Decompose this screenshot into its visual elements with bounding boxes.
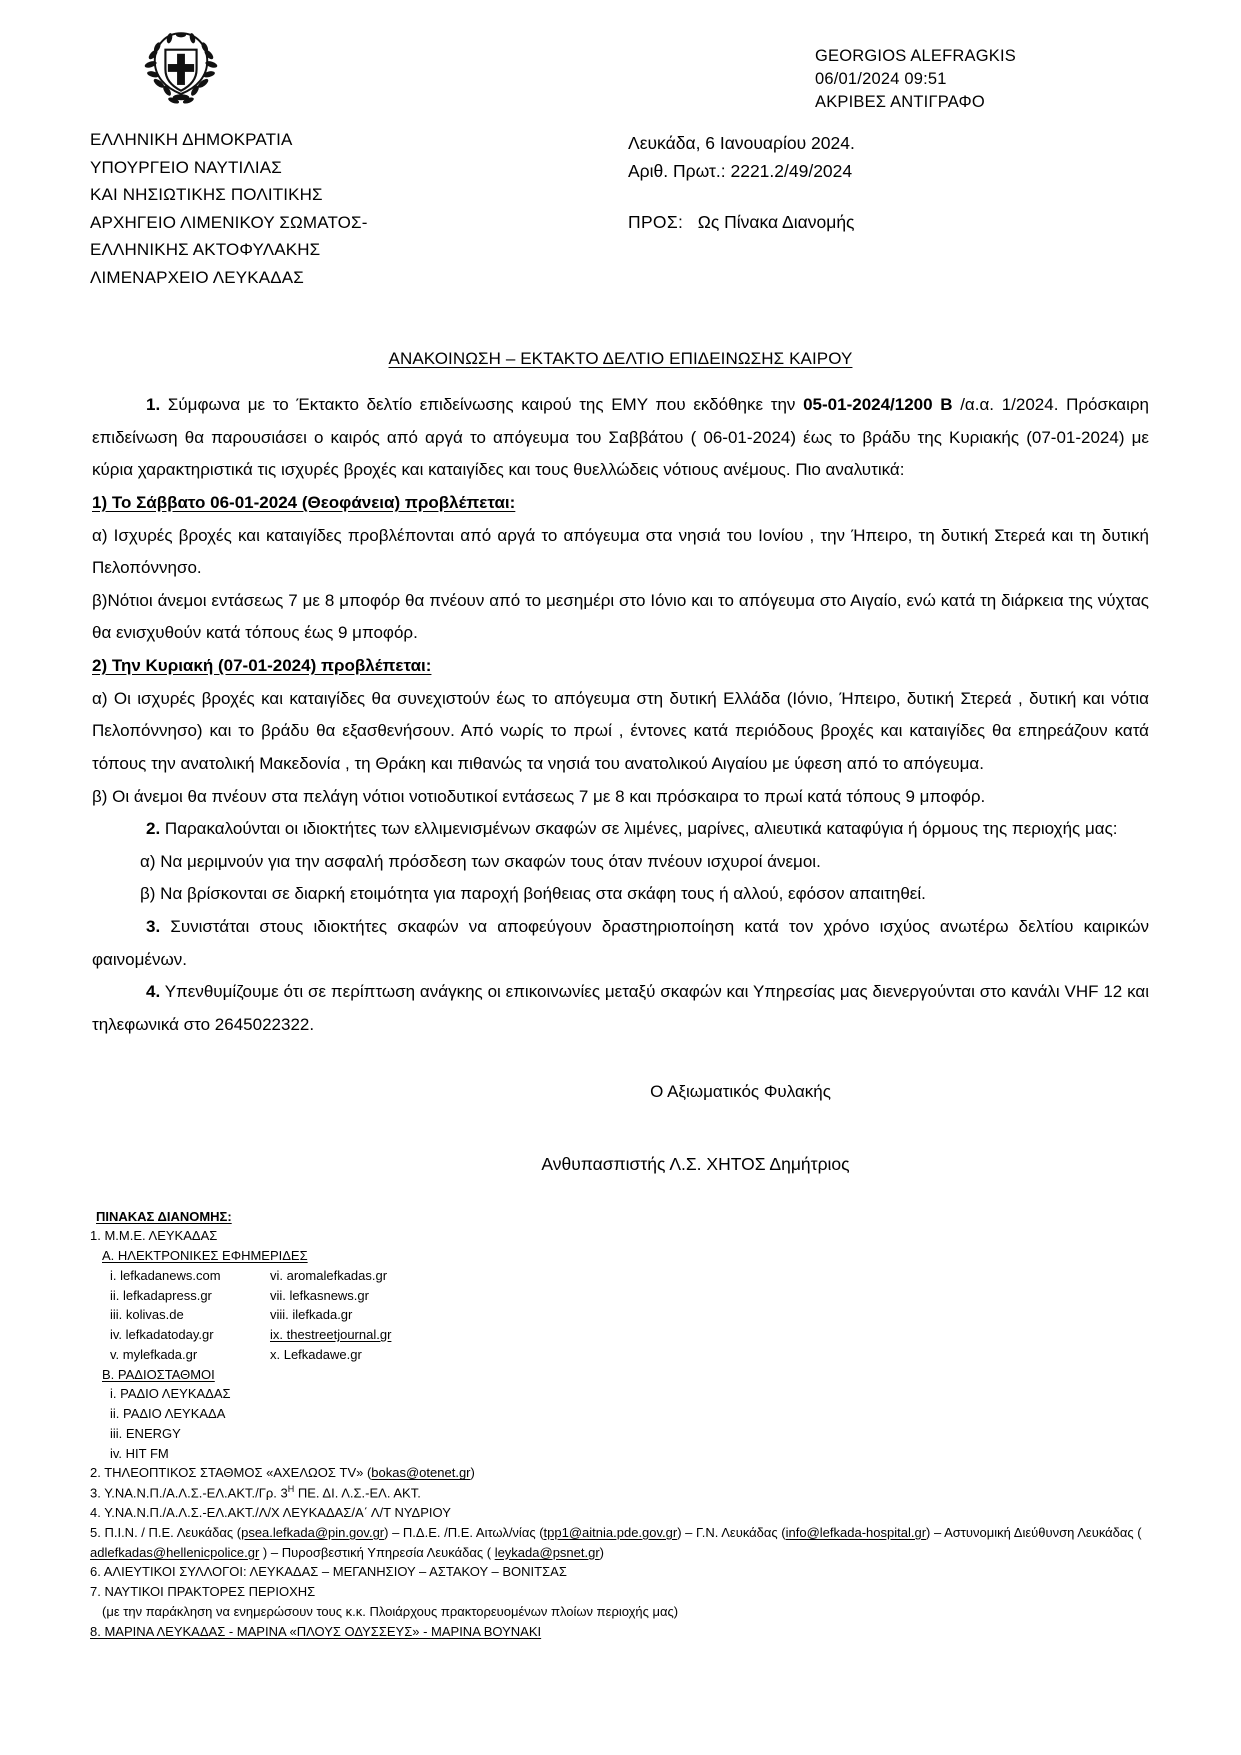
list-item: iv. HIT FM [110, 1445, 169, 1461]
issuing-authority-block [90, 126, 368, 291]
paragraph-2-item-a: α) Να μεριμνούν για την ασφαλή πρόσδεση των σκαφών τους όταν πνέουν ισχυροί άνεμοι. [140, 851, 821, 871]
list-item: vii. lefkasnews.gr [270, 1287, 369, 1303]
distribution-item-4: 4. Υ.ΝΑ.Ν.Π./Α.Λ.Σ.-ΕΛ.ΑΚΤ./Λ/Χ ΛΕΥΚΑΔΑΣ/Α΄ Λ/Τ ΝΥΔΡΙΟΥ [90, 1505, 451, 1521]
paragraph-4-number: 4. [146, 982, 161, 1002]
section-2-item-b: β) Οι άνεμοι θα πνέουν στα πελάγη νότιοι νοτιοδυτικοί εντάσεως 7 με 8 και πρόσκαιρα το πρωί κατά τόπους 9 μποφόρ. [92, 786, 986, 806]
distribution-section-b [102, 1365, 1150, 1385]
distribution-section-a-text: Α. ΗΛΕΚΤΡΟΝΙΚΕΣ ΕΦΗΜΕΡΙΔΕΣ [102, 1248, 308, 1263]
signature-datetime: 06/01/2024 09:51 [815, 69, 947, 88]
signer-name: GEORGIOS ALEFRAGKIS [815, 47, 1016, 65]
list-item-link[interactable]: ix. thestreetjournal.gr [270, 1327, 392, 1342]
distribution-item-1: 1. Μ.Μ.Ε. ΛΕΥΚΑΔΑΣ [90, 1228, 218, 1244]
distribution-item-8 [90, 1622, 1150, 1642]
electronic-newspapers-right-column [270, 1266, 1150, 1365]
section-1-item-b: β)Νότιοι άνεμοι εντάσεως 7 με 8 μποφόρ θα πνέουν από το μεσημέρι στο Ιόνιο και το απόγευμα στο Αιγαίο, ενώ κατά τη διάρκεια της νύχτας θα ενισχυθούν κατά τόπους έως 9 μποφόρ. [92, 590, 1149, 643]
distribution-item-3-text: 3. Υ.ΝΑ.Ν.Π./Α.Λ.Σ.-ΕΛ.ΑΚΤ./Γρ. 3 [90, 1485, 288, 1501]
document-meta-block [628, 129, 855, 236]
paragraph-1-text-a: Σύμφωνα με το Έκτακτο δελτίο επιδείνωσης καιρού της ΕΜΥ που εκδόθηκε την [160, 395, 804, 414]
email-link[interactable]: bokas@otenet.gr [371, 1465, 471, 1481]
distribution-item-7: 7. ΝΑΥΤΙΚΟΙ ΠΡΑΚΤΟΡΕΣ ΠΕΡΙΟΧΗΣ [90, 1584, 316, 1600]
distribution-item-2-suffix: ) [470, 1465, 475, 1481]
authority-line-1: ΕΛΛΗΝΙΚΗ ΔΗΜΟΚΡΑΤΙΑ [90, 130, 293, 149]
authority-line-5: ΕΛΛΗΝΙΚΗΣ ΑΚΤΟΦΥΛΑΚΗΣ [90, 240, 321, 260]
recipient-label: ΠΡΟΣ: [628, 211, 684, 232]
distribution-list [90, 1207, 1150, 1642]
distribution-section-b-text: Β. ΡΑΔΙΟΣΤΑΘΜΟΙ [102, 1366, 215, 1382]
authority-line-3: ΚΑΙ ΝΗΣΙΩΤΙΚΗΣ ΠΟΛΙΤΙΚΗΣ [90, 185, 323, 205]
section-1-heading-text: 1) Το Σάββατο 06-01-2024 (Θεοφάνεια) προβλέπεται: [92, 492, 516, 512]
section-2-item-a: α) Οι ισχυρές βροχές και καταιγίδες θα συνεχιστούν έως το απόγευμα στη δυτική Ελλάδα (Ιόνιο, Ήπειρο, δυτική Στερεά , δυτική και νότια Πελοπόννησο) και το βράδυ θα εξασθενήσουν. Από νωρίς το πρωί , έντονες κατά περιόδους βροχές και καταιγίδες θα επηρεάζουν κατά τόπους την ανατολική Μακεδονία , τη Θράκη και πιθανώς τα νησιά του ανατολικού Αιγαίου με ύφεση από το απόγευμα. [92, 688, 1149, 773]
distribution-section-a [102, 1246, 1150, 1266]
paragraph-4-text: Υπενθυμίζουμε ότι σε περίπτωση ανάγκης οι επικοινωνίες μεταξύ σκαφών και Υπηρεσίας μας διενεργούνται στο κανάλι VHF 12 και τηλεφωνικά στο 2645022322. [92, 982, 1149, 1034]
distribution-item-5-seg-5: ) – Πυροσβεστική Υπηρεσία Λευκάδας ( [259, 1544, 495, 1560]
authority-line-6: ΛΙΜΕΝΑΡΧΕΙΟ ΛΕΥΚΑΔΑΣ [90, 267, 304, 287]
certified-copy-label: ΑΚΡΙΒΕΣ ΑΝΤΙΓΡΑΦΟ [815, 92, 985, 111]
distribution-item-5-seg-2: ) – Π.Δ.Ε. /Π.Ε. Αιτωλ/νίας ( [384, 1524, 544, 1540]
bulletin-reference: 05-01-2024/1200 Β [803, 395, 953, 414]
distribution-item-6: 6. ΑΛΙΕΥΤΙΚΟΙ ΣΥΛΛΟΓΟΙ: ΛΕΥΚΑΔΑΣ – ΜΕΓΑΝΗΣΙΟΥ – ΑΣΤΑΚΟΥ – ΒΟΝΙΤΣΑΣ [90, 1564, 567, 1580]
email-link[interactable]: adlefkadas@hellenicpolice.gr [90, 1544, 260, 1560]
list-item: viii. ilefkada.gr [270, 1307, 353, 1323]
list-item: v. mylefkada.gr [110, 1346, 198, 1362]
list-item: iii. ENERGY [110, 1425, 181, 1441]
place-and-date: Λευκάδα, 6 Ιανουαρίου 2024. [628, 133, 855, 153]
email-link[interactable]: info@lefkada-hospital.gr [785, 1524, 927, 1540]
letterhead-section [0, 126, 1241, 301]
recipient-value: Ως Πίνακα Διανομής [697, 211, 855, 232]
distribution-item-5 [90, 1523, 1150, 1563]
list-item: ii. lefkadapress.gr [110, 1287, 212, 1303]
paragraph-4 [92, 976, 1149, 1041]
distribution-item-2 [90, 1463, 1150, 1483]
paragraph-2-item-b: β) Να βρίσκονται σε διαρκή ετοιμότητα για παροχή βοήθειας στα σκάφη τους ή αλλού, εφόσον απαιτηθεί. [140, 884, 926, 904]
list-item: vi. aromalefkadas.gr [270, 1267, 388, 1283]
list-item: ii. ΡΑΔΙΟ ΛΕΥΚΑΔΑ [110, 1406, 226, 1421]
authority-line-2: ΥΠΟΥΡΓΕΙΟ ΝΑΥΤΙΛΙΑΣ [90, 157, 282, 177]
paragraph-3-number: 3. [146, 917, 161, 936]
section-2-heading [92, 650, 1149, 683]
email-link[interactable]: leykada@psnet.gr [494, 1544, 600, 1560]
signature-name: Ανθυπασπιστής Λ.Σ. ΧΗΤΟΣ Δημήτριος [541, 1153, 850, 1174]
paragraph-3-text: Συνιστάται στους ιδιοκτήτες σκαφών να αποφεύγουν δραστηριοποίηση κατά τον χρόνο ισχύος ανωτέρω δελτίου καιρικών φαινομένων. [92, 917, 1149, 969]
paragraph-2-number: 2. [146, 819, 161, 839]
email-link[interactable]: tpp1@aitnia.pde.gov.gr [543, 1524, 678, 1540]
signature-role: Ο Αξιωματικός Φυλακής [650, 1081, 831, 1101]
paragraph-3 [92, 911, 1149, 976]
section-1-item-a: α) Ισχυρές βροχές και καταιγίδες προβλέπονται από αργά το απόγευμα στα νησιά του Ιονίου , την Ήπειρο, τη δυτική Στερεά και τη δυτική Πελοπόννησο. [92, 525, 1149, 578]
paragraph-2 [92, 813, 1149, 846]
email-link[interactable]: psea.lefkada@pin.gov.gr [241, 1524, 385, 1540]
list-item: iii. kolivas.de [110, 1307, 184, 1323]
section-1-heading [92, 487, 1149, 520]
distribution-list-title-text: ΠΙΝΑΚΑΣ ΔΙΑΝΟΜΗΣ: [96, 1208, 232, 1224]
list-item: i. ΡΑΔΙΟ ΛΕΥΚΑΔΑΣ [110, 1386, 231, 1402]
paragraph-2-text: Παρακαλούνται οι ιδιοκτήτες των ελλιμενισμένων σκαφών σε λιμένες, μαρίνες, αλιευτικά καταφύγια ή όρμους της περιοχής μας: [160, 819, 1118, 839]
distribution-item-5-seg-3: ) – Γ.Ν. Λευκάδας ( [677, 1524, 786, 1540]
distribution-item-5-seg-4: ) – Αστυνομική Διεύθυνση Λευκάδας ( [926, 1524, 1142, 1540]
distribution-item-8-text: 8. ΜΑΡΙΝΑ ΛΕΥΚΑΔΑΣ - ΜΑΡΙΝΑ «ΠΛΟΥΣ ΟΔΥΣΣΕΥΣ» - ΜΑΡΙΝΑ ΒΟΥΝΑΚΙ [90, 1623, 542, 1639]
distribution-item-5-seg-1: 5. Π.Ι.Ν. / Π.Ε. Λευκάδας ( [90, 1524, 242, 1540]
distribution-item-3-rest: ΠΕ. ΔΙ. Λ.Σ.-ΕΛ. ΑΚΤ. [294, 1485, 421, 1501]
recipient-line [628, 208, 855, 236]
digital-signature-stamp [815, 45, 1016, 113]
document-title [0, 349, 1241, 369]
electronic-newspapers-columns [110, 1266, 1150, 1365]
list-item: i. lefkadanews.com [110, 1267, 221, 1283]
list-item: iv. lefkadatoday.gr [110, 1327, 214, 1342]
section-2-heading-text: 2) Την Κυριακή (07-01-2024) προβλέπεται: [92, 656, 432, 675]
distribution-item-2-prefix: 2. ΤΗΛΕΟΠΤΙΚΟΣ ΣΤΑΘΜΟΣ «ΑΧΕΛΩΟΣ TV» ( [90, 1465, 372, 1481]
electronic-newspapers-left-column [110, 1266, 270, 1365]
distribution-item-3-superscript: Η [287, 1484, 295, 1494]
list-item: x. Lefkadawe.gr [270, 1346, 362, 1362]
distribution-list-title [90, 1207, 1150, 1227]
document-body [92, 389, 1149, 1042]
paragraph-1-text-b: /α.α. 1/2024. Πρόσκαιρη επιδείνωση θα παρουσιάσει ο καιρός από αργά το απόγευμα του Σαββάτου ( 06-01-2024) έως το βράδυ της Κυριακής (07-01-2024) με κύρια χαρακτηριστικά τις ισχυρές βροχές και καταιγίδες και τους θυελλώδεις νότιους ανέμους. Πιο αναλυτικά: [92, 395, 1149, 480]
paragraph-1 [92, 389, 1149, 487]
hellenic-republic-coat-of-arms-icon [140, 30, 222, 112]
document-title-text: ΑΝΑΚΟΙΝΩΣΗ – ΕΚΤΑΚΤΟ ΔΕΛΤΙΟ ΕΠΙΔΕΙΝΩΣΗΣ ΚΑΙΡΟΥ [388, 349, 853, 368]
distribution-item-7-note: (με την παράκληση να ενημερώσουν τους κ.κ. Πλοιάρχους πρακτορευομένων πλοίων περιοχής μας) [102, 1603, 679, 1619]
paragraph-1-number: 1. [146, 395, 161, 414]
protocol-number: Αριθ. Πρωτ.: 2221.2/49/2024 [628, 161, 853, 182]
distribution-item-5-seg-6: ) [599, 1544, 605, 1560]
distribution-item-3 [90, 1483, 1150, 1503]
document-header [0, 0, 1241, 120]
authority-line-4: ΑΡΧΗΓΕΙΟ ΛΙΜΕΝΙΚΟΥ ΣΩΜΑΤΟΣ- [90, 212, 368, 232]
